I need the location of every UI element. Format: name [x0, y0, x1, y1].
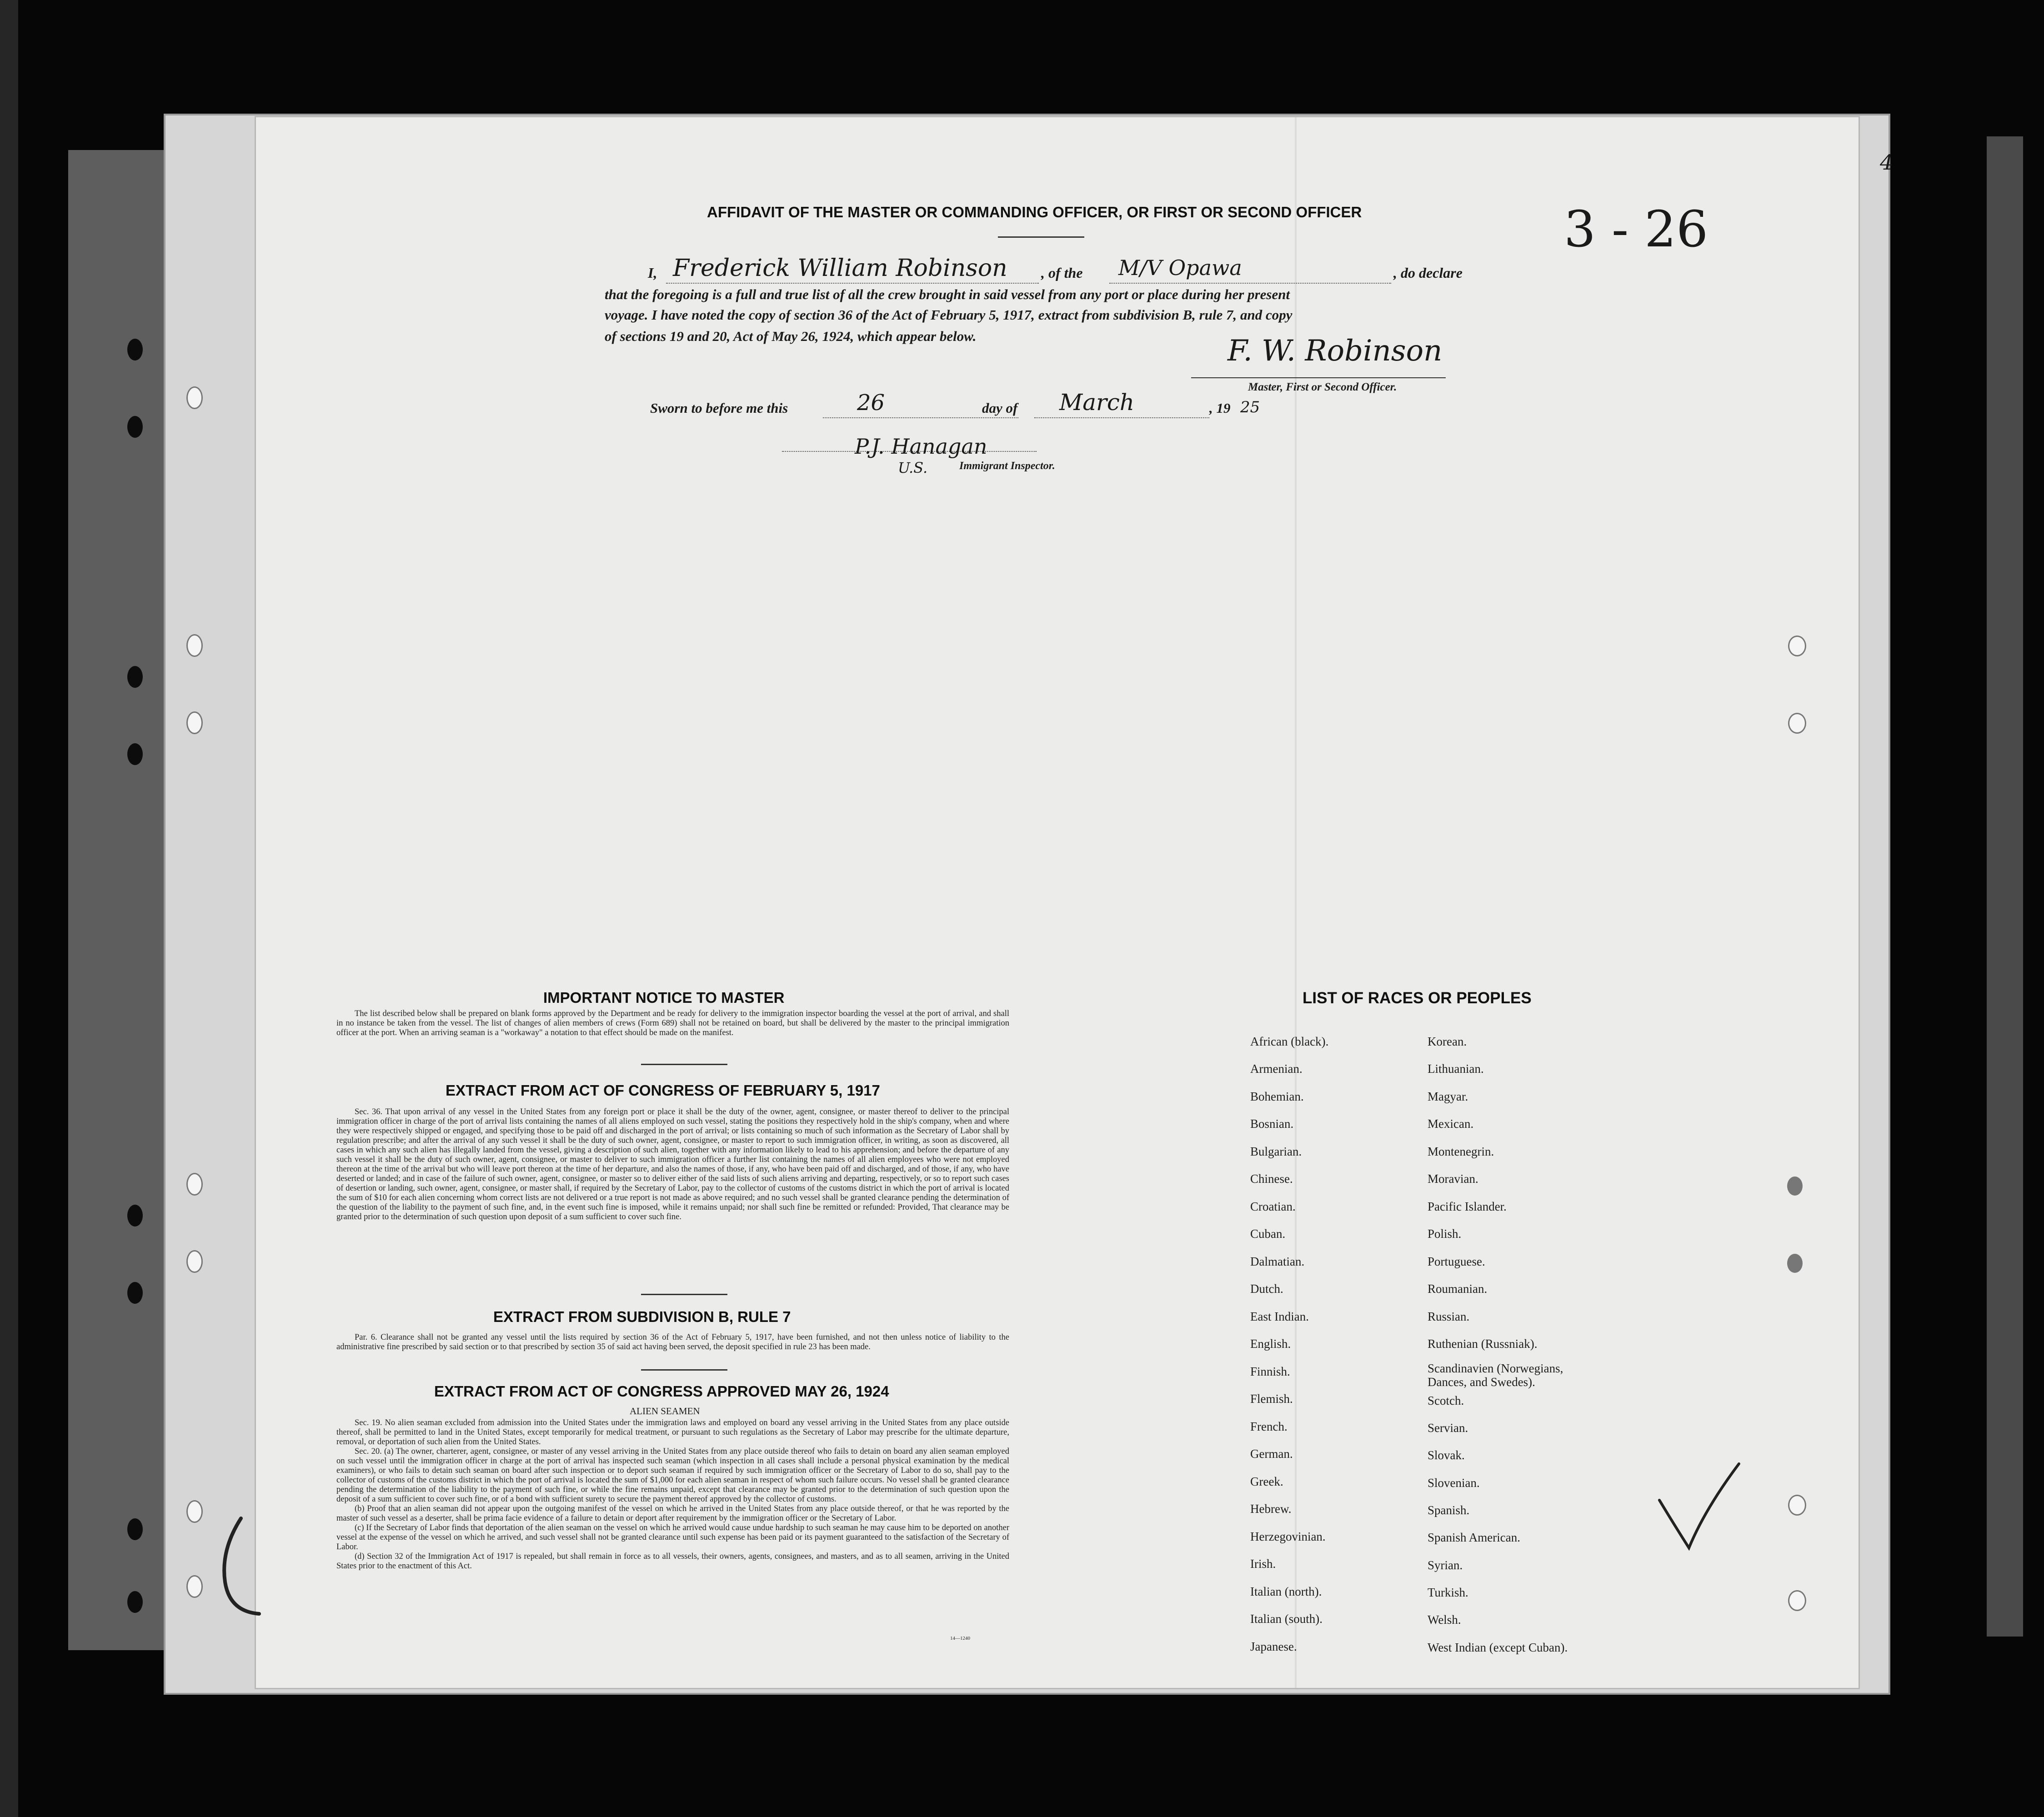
check-mark-icon — [1655, 1455, 1746, 1555]
race-item: Hebrew. — [1250, 1502, 1292, 1516]
extract-1924-title: EXTRACT FROM ACT OF CONGRESS APPROVED MAY 26, 1924 — [434, 1383, 889, 1400]
punch-hole — [127, 666, 143, 688]
page-number: 4 — [1880, 150, 1894, 175]
race-item: Ruthenian (Russniak). — [1428, 1337, 1538, 1351]
declaration-post: , do declare — [1393, 265, 1463, 281]
declaration-pre: I, — [648, 265, 657, 281]
race-item: Cuban. — [1250, 1227, 1286, 1241]
punch-hole — [1788, 1590, 1806, 1611]
punch-hole — [186, 1500, 203, 1523]
punch-hole — [1788, 713, 1806, 734]
race-item: Dalmatian. — [1250, 1255, 1305, 1268]
race-item: Chinese. — [1250, 1172, 1293, 1186]
punch-hole — [1787, 1254, 1803, 1273]
race-item: Korean. — [1428, 1035, 1467, 1048]
punch-hole — [186, 634, 203, 657]
underlying-sheet-right — [1987, 136, 2023, 1637]
sworn-day: 26 — [857, 390, 885, 415]
race-item: Montenegrin. — [1428, 1145, 1494, 1158]
bracket-mark-icon — [214, 1514, 268, 1618]
race-item: Italian (north). — [1250, 1585, 1322, 1598]
sec-20d: (d) Section 32 of the Immigration Act of 1917 is repealed, but shall remain in force as to all vessels, their owners, agents, consignees, and masters, and as to all seamen, arriving in the United States prior to the enactment of this Act. — [336, 1552, 1009, 1571]
declaration-line2: that the foregoing is a full and true list of all the crew brought in said vessel from any port or place during her present — [605, 286, 1290, 302]
rule7-body: Par. 6. Clearance shall not be granted any vessel until the lists required by section 36 of the Act of February 5, 1917, have been furnished, and not then unless notice of liability to the administrative fine prescribed by said section or to that prescribed by section 35 of said act having been served, the deposit specified in rule 23 has been made. — [336, 1333, 1009, 1351]
race-item: Japanese. — [1250, 1640, 1297, 1653]
race-item: Flemish. — [1250, 1392, 1293, 1406]
race-item: Greek. — [1250, 1475, 1283, 1488]
race-item: English. — [1250, 1337, 1291, 1351]
punch-hole — [186, 386, 203, 409]
race-item: French. — [1250, 1420, 1288, 1433]
punch-hole — [186, 711, 203, 734]
punch-hole — [127, 1591, 143, 1613]
declaration-line4: of sections 19 and 20, Act of May 26, 1924, which appear below. — [605, 328, 977, 344]
inspector-signature: P.J. Hanagan — [855, 434, 987, 459]
rule7-rule — [641, 1369, 727, 1371]
underlying-sheet-left — [68, 150, 177, 1650]
race-item: Spanish American. — [1428, 1531, 1520, 1544]
race-item: Spanish. — [1428, 1503, 1470, 1517]
extract-1924-subtitle: ALIEN SEAMEN — [630, 1406, 700, 1417]
race-item: Magyar. — [1428, 1090, 1468, 1103]
sworn-mid: day of — [982, 400, 1018, 416]
notice-body: The list described below shall be prepared on blank forms approved by the Department and be ready for delivery to the immigration inspector boarding the vessel at the port of arrival, and shall in no instance be taken from the vessel. The list of changes of alien members of crews (Form 689) shall not be retained on board, but shall be delivered by the master to the principal immigration officer at the port. When an arriving seaman is a "workaway" a notation to that effect should be made on the manifest. — [336, 1009, 1009, 1037]
punch-hole — [127, 1205, 143, 1226]
race-item: Armenian. — [1250, 1062, 1303, 1076]
signature-rule — [1191, 377, 1446, 378]
sworn-year-prefix: , 19 — [1209, 400, 1231, 416]
extract-1917-rule — [641, 1294, 727, 1295]
notice-title: IMPORTANT NOTICE TO MASTER — [543, 989, 785, 1006]
race-item: Herzegovinian. — [1250, 1530, 1326, 1543]
race-item: Roumanian. — [1428, 1282, 1488, 1296]
day-underline — [823, 417, 1018, 418]
race-item: Turkish. — [1428, 1586, 1468, 1599]
race-item: Lithuanian. — [1428, 1062, 1484, 1076]
punch-hole — [127, 339, 143, 360]
race-item: Finnish. — [1250, 1365, 1290, 1378]
inspector-caption: Immigrant Inspector. — [959, 460, 1055, 472]
punch-hole — [186, 1173, 203, 1196]
race-item: Bosnian. — [1250, 1117, 1294, 1131]
race-item: African (black). — [1250, 1035, 1329, 1048]
punch-hole — [1788, 636, 1806, 656]
vessel-underline — [1109, 283, 1391, 284]
master-signature: F. W. Robinson — [1227, 334, 1443, 368]
inspector-prefix: U.S. — [898, 459, 928, 476]
corner-note: 3 - 26 — [1564, 200, 1708, 258]
declaration-of: , of the — [1041, 265, 1083, 281]
punch-hole — [186, 1575, 203, 1598]
race-item: Slovak. — [1428, 1448, 1465, 1462]
race-item: Russian. — [1428, 1310, 1470, 1323]
punch-hole — [127, 1518, 143, 1540]
punch-hole — [127, 416, 143, 438]
race-item: Croatian. — [1250, 1200, 1296, 1213]
sworn-pre: Sworn to before me this — [650, 400, 788, 416]
race-item: Polish. — [1428, 1227, 1462, 1241]
race-item: Welsh. — [1428, 1613, 1461, 1627]
sworn-month: March — [1059, 389, 1135, 415]
race-item: Irish. — [1250, 1557, 1276, 1571]
master-name: Frederick William Robinson — [673, 255, 1007, 282]
extract-1917-title: EXTRACT FROM ACT OF CONGRESS OF FEBRUARY 5, 1917 — [446, 1082, 880, 1099]
race-item: Portuguese. — [1428, 1255, 1485, 1268]
races-title: LIST OF RACES OR PEOPLES — [1303, 989, 1532, 1007]
declaration-line3: voyage. I have noted the copy of section 36 of the Act of February 5, 1917, extract from subdivision B, rule 7, and copy — [605, 307, 1293, 323]
punch-hole — [1788, 1495, 1806, 1516]
month-underline — [1034, 417, 1209, 418]
race-item: Italian (south). — [1250, 1612, 1323, 1626]
affidavit-title: AFFIDAVIT OF THE MASTER OR COMMANDING OFFICER, OR FIRST OR SECOND OFFICER — [707, 204, 1362, 220]
race-item: Mexican. — [1428, 1117, 1474, 1131]
extract-1924-body — [336, 1418, 1009, 1571]
race-item: Pacific Islander. — [1428, 1200, 1507, 1213]
race-item: Scotch. — [1428, 1394, 1464, 1407]
sworn-year: 25 — [1240, 398, 1260, 416]
race-item: Slovenian. — [1428, 1476, 1480, 1490]
race-item: Bohemian. — [1250, 1090, 1304, 1103]
sec-20a: Sec. 20. (a) The owner, charterer, agent, consignee, or master of any vessel arriving in the United States from any place outside thereof who fails to detain on board any alien seaman employed on such vessel until the immigration officer in charge at the port of arrival has inspected such seaman (which inspection in all cases shall include a personal physical examination by the medical examiners), or who fails to detain such seaman on board after such inspection or to deport such seaman if required by such immigration officer or the Secretary of Labor to do so, shall pay to the collector of customs of the customs district in which the port of arrival is located the sum of $1,000 for each alien seaman in respect of whom such failure occurs. No vessel shall be granted clearance pending the determination of the liability to the payment of such fine, or while the fine remains unpaid, except that clearance may be granted prior to the determination of such question upon the deposit of a sum sufficient to cover such fine, or of a bond with sufficient surety to secure the payment thereof approved by the collector of customs. — [336, 1447, 1009, 1504]
notice-rule — [641, 1064, 727, 1065]
race-item: Dutch. — [1250, 1282, 1283, 1296]
race-item: West Indian (except Cuban). — [1428, 1641, 1568, 1654]
race-item: East Indian. — [1250, 1310, 1309, 1323]
race-item: Servian. — [1428, 1421, 1468, 1435]
vessel-name: M/V Opawa — [1118, 255, 1242, 280]
signature-caption: Master, First or Second Officer. — [1248, 381, 1397, 393]
race-item: Scandinavien (Norwegians, Dances, and Swedes). — [1428, 1361, 1563, 1389]
rule7-title: EXTRACT FROM SUBDIVISION B, RULE 7 — [493, 1308, 791, 1325]
race-item: Moravian. — [1428, 1172, 1478, 1186]
punch-hole — [127, 743, 143, 765]
title-rule — [998, 236, 1084, 238]
name-underline — [666, 283, 1039, 284]
punch-hole — [127, 1282, 143, 1304]
race-item: German. — [1250, 1447, 1293, 1461]
sec-20c: (c) If the Secretary of Labor finds that deportation of the alien seaman on the vessel on which he arrived would cause undue hardship to such seaman he may cause him to be deported on another vessel at the expense of the vessel on which he arrived, and such vessel shall not be granted clearance until such expense has been paid or its payment guaranteed to the satisfaction of the Secretary of Labor. — [336, 1523, 1009, 1552]
race-item: Syrian. — [1428, 1558, 1463, 1572]
punch-hole — [186, 1250, 203, 1273]
film-edge-left — [0, 0, 18, 1817]
sec-20b: (b) Proof that an alien seaman did not appear upon the outgoing manifest of the vessel on which he arrived in the United States from any place outside thereof, or that he was reported by the master of such vessel as a deserter, shall be prima facie evidence of a failure to detain or deport after requirement by the immigration officer or the Secretary of Labor. — [336, 1504, 1009, 1523]
race-item: Bulgarian. — [1250, 1145, 1302, 1158]
extract-1917-body: Sec. 36. That upon arrival of any vessel in the United States from any foreign port or place it shall be the duty of the owner, agent, consignee, or master thereof to deliver to the principal immigration officer in charge of the port of arrival lists containing the names of all aliens employed on such vessel, stating the positions they respectively hold in the ship's company, when and where they were respectively shipped or engaged, and specifying those to be paid off and discharged in the port of arrival; or lists containing so much of such information as the Secretary of Labor shall by regulation prescribe; and after the arrival of any such vessel it shall be the duty of such owner, agent, consignee, or master to report to such immigration officer, in writing, as soon as discovered, all cases in which any such alien has illegally landed from the vessel, giving a description of such alien, together with any information likely to lead to his apprehension; and before the departure of any such vessel it shall be the duty of such owner, agent, consignee, or master to deliver to such immigration officer a further list containing the names of all alien employees who were not employed thereon at the time of the arrival but who will leave port thereon at the time of her departure, and also the names of those, if any, who have been paid off and discharged, and of those, if any, who have deserted or landed; and in case of the failure of such owner, agent, consignee, or master so to deliver either of the said lists of such aliens arriving and departing, respectively, or so to report such cases of desertion or landing, such owner, agent, consignee, or master shall, if required by the Secretary of Labor, pay to the collector of customs of the customs district in which the port of arrival is located the sum of $10 for each alien concerning whom correct lists are not delivered or a true report is not made as above required; and no such vessel shall be granted clearance pending the determination of the question of the liability to the payment of such fine, and, in the event such fine is imposed, while it remains unpaid; nor shall such fine be remitted or refunded: Provided, That clearance may be granted prior to the determination of such question upon deposit of a sum sufficient to cover such fine. — [336, 1107, 1009, 1221]
sec-19: Sec. 19. No alien seaman excluded from admission into the United States under the immigration laws and employed on board any vessel arriving in the United States from any place outside thereof, shall be permitted to land in the United States, except temporarily for medical treatment, or pursuant to such regulations as the Secretary of Labor may prescribe for the ultimate departure, removal, or deportation of such alien from the United States. — [336, 1418, 1009, 1447]
form-number: 14—1240 — [950, 1636, 970, 1641]
punch-hole — [1787, 1176, 1803, 1196]
